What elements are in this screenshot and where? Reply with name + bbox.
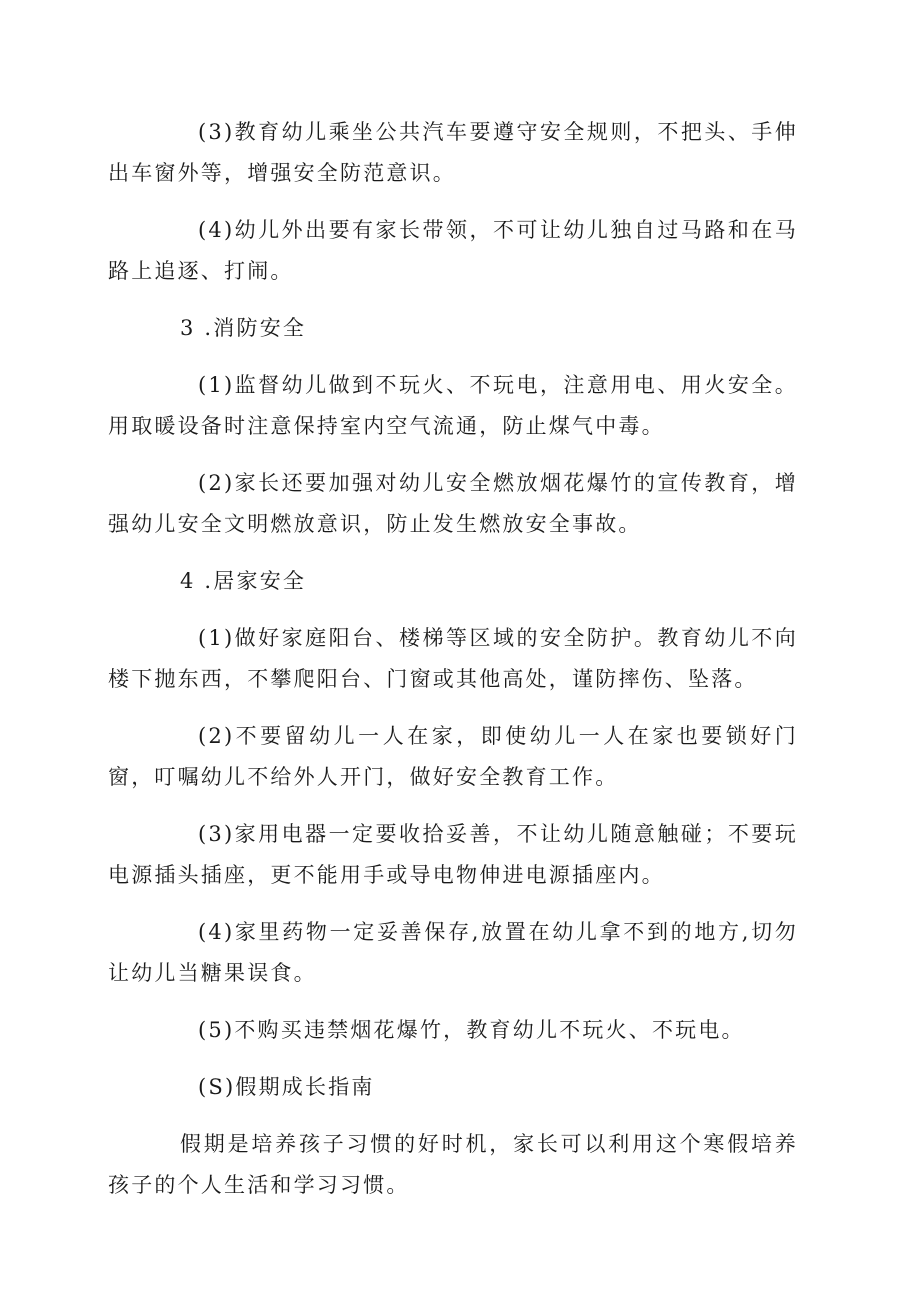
paragraph-alone-at-home: (2)不要留幼儿一人在家，即使幼儿一人在家也要锁好门窗，叮嘱幼儿不给外人开门，做好安全教育工作。 — [108, 724, 798, 789]
section-heading-fire-safety: 3 .消防安全 — [180, 316, 307, 340]
paragraph-fireworks: (2)家长还要加强对幼儿安全燃放烟花爆竹的宣传教育，增强幼儿安全文明燃放意识，防止发生燃放安全事故。 — [108, 471, 798, 536]
paragraph-balcony: (1)做好家庭阳台、楼梯等区域的安全防护。教育幼儿不向楼下抛东西，不攀爬阳台、门窗或其他高处，谨防摔伤、坠落。 — [108, 626, 798, 691]
section-heading-home-safety: 4 .居家安全 — [180, 569, 307, 593]
paragraph-appliances: (3)家用电器一定要收拾妥善，不让幼儿随意触碰；不要玩电源插头插座，更不能用手或导电物伸进电源插座内。 — [108, 822, 798, 887]
paragraph-fireworks-ban: (5)不购买违禁烟花爆竹，教育幼儿不玩火、不玩电。 — [198, 1018, 745, 1042]
paragraph-medicine: (4)家里药物一定妥善保存,放置在幼儿拿不到的地方,切勿让幼儿当糖果误食。 — [108, 920, 798, 985]
paragraph-holiday-habits: 假期是培养孩子习惯的好时机，家长可以利用这个寒假培养孩子的个人生活和学习习惯。 — [108, 1132, 798, 1197]
section-heading-growth-guide: (S)假期成长指南 — [198, 1075, 375, 1099]
paragraph-fire-electricity: (1)监督幼儿做到不玩火、不玩电，注意用电、用火安全。用取暖设备时注意保持室内空气流通，防止煤气中毒。 — [108, 373, 798, 438]
paragraph-going-out: (4)幼儿外出要有家长带领，不可让幼儿独自过马路和在马路上追逐、打闹。 — [108, 218, 798, 283]
document-body — [108, 112, 798, 1222]
paragraph-bus-safety: (3)教育幼儿乘坐公共汽车要遵守安全规则，不把头、手伸出车窗外等，增强安全防范意识。 — [108, 120, 798, 185]
